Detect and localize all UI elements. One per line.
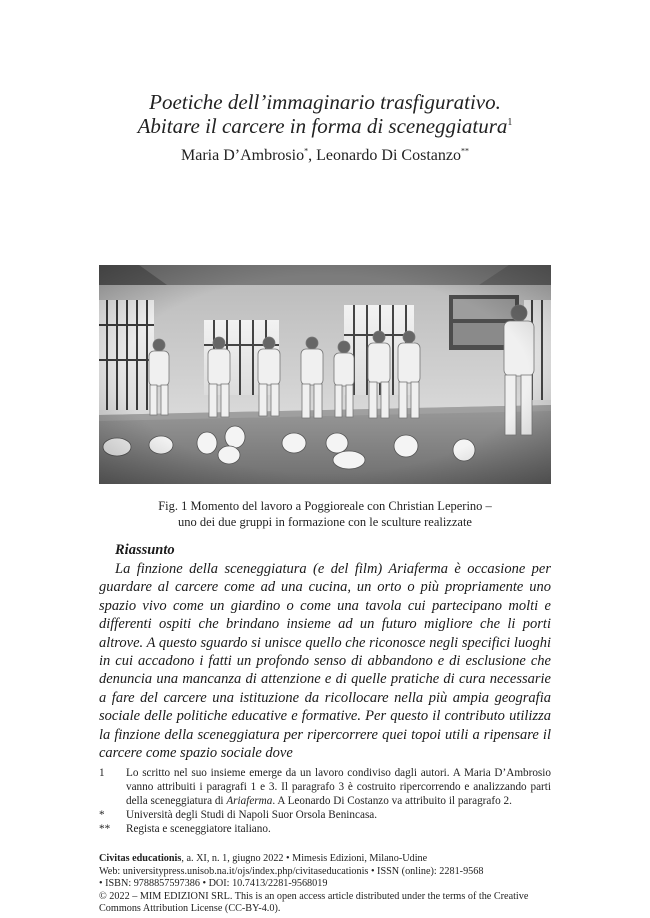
journal-footer: [99, 853, 551, 916]
article-title: [0, 90, 650, 138]
footer-line-3: • ISBN: 9788857597386 • DOI: 10.7413/2281-9568019: [99, 878, 328, 889]
photo-illustration: [99, 265, 551, 484]
footnote-mark: **: [99, 823, 111, 835]
footnote-film-title: Ariaferma: [226, 795, 273, 807]
author-2: Leonardo Di Costanzo: [316, 147, 461, 164]
footer-line-4: © 2022 – MIM EDIZIONI SRL. This is an open access article distributed under the terms of the Creative: [99, 890, 529, 902]
footnote-text: Regista e sceneggiatore italiano.: [126, 823, 271, 835]
journal-name: Civitas educationis: [99, 853, 182, 864]
footer-line-1: [99, 853, 551, 866]
footnote-text: Università degli Studi di Napoli Suor Orsola Benincasa.: [126, 809, 378, 821]
journal-issue-info: , a. XI, n. 1, giugno 2022 • Mimesis Edizioni, Milano-Udine: [181, 853, 428, 864]
author-separator: ,: [308, 147, 317, 164]
author-1: Maria D’Ambrosio: [181, 147, 305, 164]
footnote-affiliation-2: [99, 822, 551, 836]
footnote-text: [126, 766, 551, 808]
title-line-1: Poetiche dell’immaginario trasfigurativo.: [149, 90, 501, 114]
footnote-mark: *: [99, 809, 105, 821]
caption-line-2: uno dei due gruppi in formazione con le sculture realizzate: [178, 515, 472, 529]
abstract-text: La finzione della sceneggiatura (e del film) Ariaferma è occasione per guardare al carcere come ad una cucina, un orto o più propriamente uno spazio vivo come un giardino o come una tavola cui partecipano molti e differenti ospiti che brindano insieme ad un futuro migliore che li porti altrove. A questo sguardo si unisce quello che riconosce negli specifici luoghi in cui accadono i fatti un profondo senso di abbandono e di esclusione che denuncia una mancanza di attenzione e di quelle pratiche di cura necessarie a fare del carcere una istituzione da ricollocare nella più ampia geografia sociale delle politiche educative e formative. Per questo il contributo utilizza la finzione della sceneggiatura per ripercorrere quei topoi utili a ripensare il carcere come spazio sociale dove: [99, 561, 551, 762]
footer-line-5: Commons Attribution License (CC-BY-4.0).: [99, 903, 281, 914]
footnote-1: [99, 766, 551, 808]
title-line-2: [0, 114, 650, 138]
authors: [0, 147, 650, 165]
footnote-affiliation-1: [99, 808, 551, 822]
figure-caption: [120, 498, 530, 530]
footnote-mark: 1: [99, 767, 105, 779]
figure-photo: [99, 265, 551, 484]
abstract-heading: Riassunto: [115, 542, 175, 558]
title-line-2-text: Abitare il carcere in forma di sceneggiatura: [137, 114, 508, 138]
author-1-mark: *: [304, 146, 309, 156]
footnotes: [99, 766, 551, 836]
footnote-text-part-a: Lo scritto nel suo insieme emerge da un lavoro condiviso dagli autori. A Maria D’Ambrosio vanno attribuiti i paragrafi 1 e 3. Il paragrafo 3 è costruito ripercorrendo e analizzando parti della sceneggiatura di: [126, 767, 551, 807]
author-2-mark: **: [460, 146, 469, 156]
caption-line-1: Fig. 1 Momento del lavoro a Poggioreale con Christian Leperino –: [158, 499, 492, 513]
footnote-text-part-b: . A Leonardo Di Costanzo va attribuito il paragrafo 2.: [272, 795, 512, 807]
footer-line-2: Web: universitypress.unisob.na.it/ojs/index.php/civitaseducationis • ISSN (online): 2281-9568: [99, 865, 484, 877]
title-footnote-ref[interactable]: 1: [507, 117, 513, 128]
